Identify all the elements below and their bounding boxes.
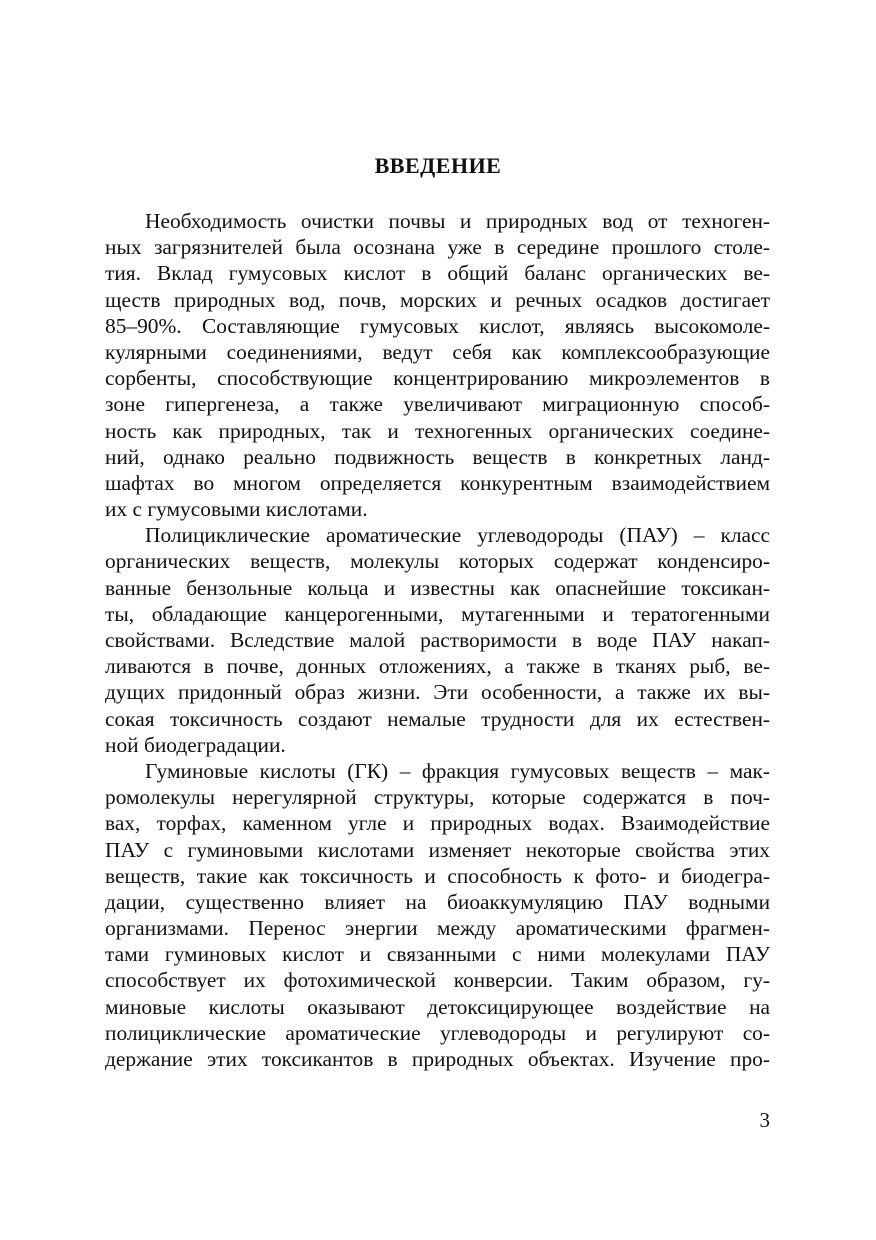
text-line: ПАУ с гуминовыми кислотами изменяет некоторые свойства этих <box>105 837 771 862</box>
text-line: ты, обладающие канцерогенными, мутагенными и тератогенными <box>105 601 771 626</box>
page-number: 3 <box>759 1108 770 1132</box>
text-line: дущих придонный образ жизни. Эти особенности, а также их вы- <box>105 680 771 705</box>
paragraph-1 <box>105 208 770 522</box>
text-line: свойствами. Вследствие малой растворимости в воде ПАУ накап- <box>105 628 771 652</box>
text-line: ной биодеградации. <box>105 732 286 757</box>
text-line: веществ, такие как токсичность и способность к фото- и биодегра- <box>105 863 771 888</box>
text-line: их с гумусовыми кислотами. <box>105 497 368 522</box>
text-line: ливаются в почве, донных отложениях, а также в тканях рыб, ве- <box>105 654 770 679</box>
text-line: способствует их фотохимической конверсии. Таким образом, гу- <box>105 968 771 993</box>
paragraph-2 <box>105 522 770 758</box>
text-line: Гуминовые кислоты (ГК) – фракция гумусовых веществ – мак- <box>145 758 771 783</box>
text-line: органических веществ, молекулы которых содержат конденсиро- <box>105 549 771 574</box>
text-line: дации, существенно влияет на биоаккумуляцию ПАУ водными <box>105 889 771 914</box>
text-line: 85–90%. Составляющие гумусовых кислот, являясь высокомоле- <box>105 313 770 338</box>
page-title: ВВЕДЕНИЕ <box>374 153 502 178</box>
text-line: миновые кислоты оказывают детоксицирующее воздействие на <box>105 994 771 1019</box>
text-line: вах, торфах, каменном угле и природных водах. Взаимодействие <box>105 811 770 836</box>
paragraph-3 <box>105 758 770 1072</box>
text-line: ванные бензольные кольца и известны как опаснейшие токсикан- <box>105 575 771 600</box>
text-line: сорбенты, способствующие концентрированию микроэлементов в <box>105 366 770 391</box>
text-line: шафтах во многом определяется конкурентным взаимодействием <box>105 470 771 495</box>
text-line: полициклические ароматические углеводороды и регулируют со- <box>105 1020 771 1045</box>
text-line: ность как природных, так и техногенных органических соедине- <box>105 418 771 443</box>
text-line: ществ природных вод, почв, морских и речных осадков достигает <box>105 287 770 312</box>
text-line: ний, однако реально подвижность веществ в конкретных ланд- <box>105 444 770 469</box>
text-line: организмами. Перенос энергии между ароматическими фрагмен- <box>105 916 770 941</box>
text-line: ных загрязнителей была осознана уже в середине прошлого столе- <box>105 235 770 260</box>
text-line: тия. Вклад гумусовых кислот в общий баланс органических ве- <box>105 261 770 286</box>
body-text <box>105 208 770 1072</box>
text-line: кулярными соединениями, ведут себя как комплексообразующие <box>105 339 771 364</box>
text-line: сокая токсичность создают немалые трудности для их естествен- <box>105 706 771 731</box>
text-line: Полициклические ароматические углеводороды (ПАУ) – класс <box>145 523 771 548</box>
text-line: Необходимость очистки почвы и природных вод от техноген- <box>145 209 771 233</box>
text-line: тами гуминовых кислот и связанными с ними молекулами ПАУ <box>105 942 770 967</box>
text-line: ромолекулы нерегулярной структуры, которые содержатся в поч- <box>105 785 770 810</box>
text-line: держание этих токсикантов в природных объектах. Изучение про- <box>105 1047 770 1071</box>
text-line: зоне гипергенеза, а также увеличивают миграционную способ- <box>105 392 770 417</box>
